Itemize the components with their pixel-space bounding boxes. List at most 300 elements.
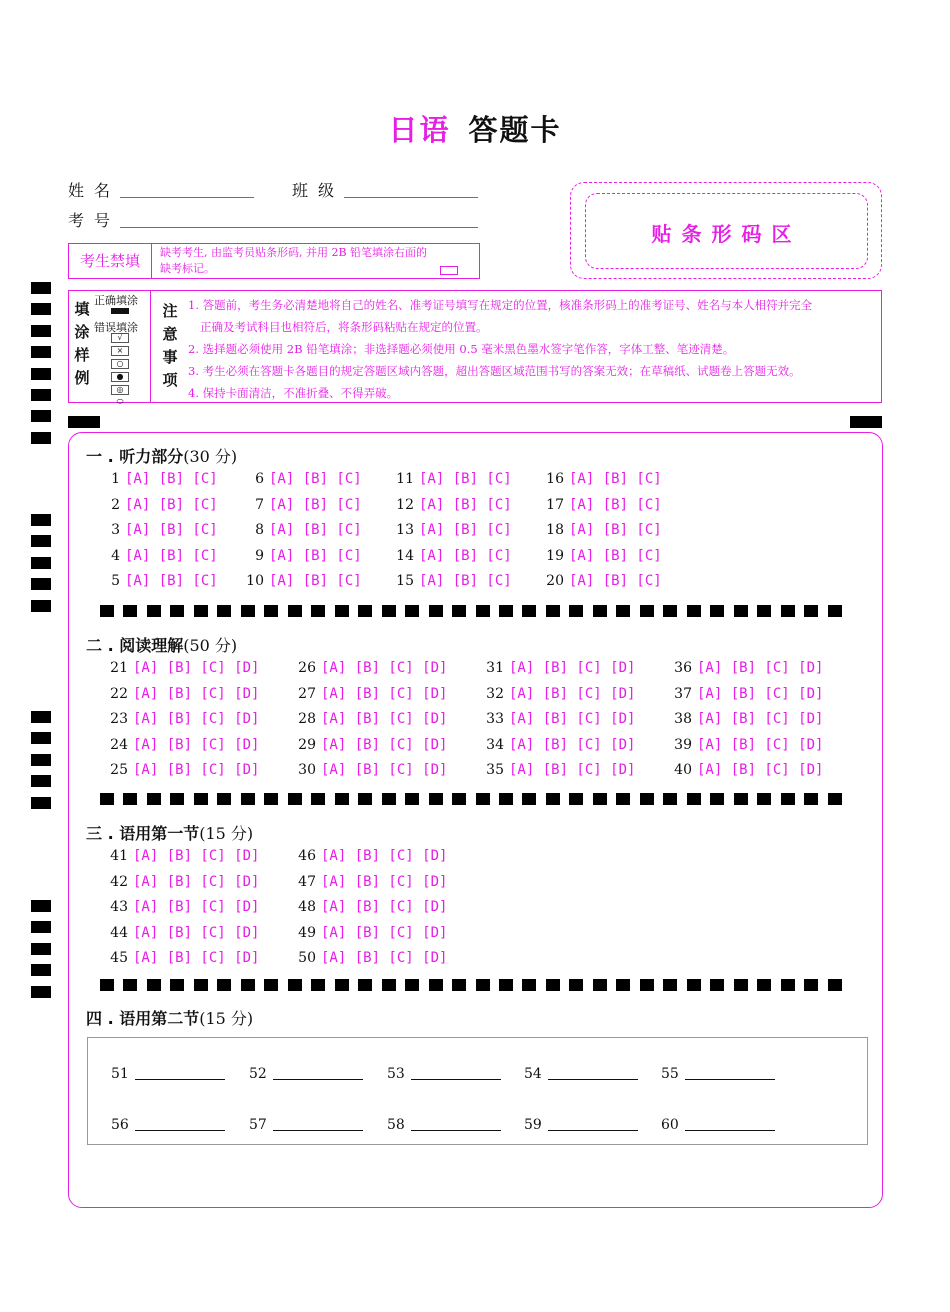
separator-mark: [734, 605, 748, 617]
separator-mark: [546, 793, 560, 805]
question-item[interactable]: [100, 737, 259, 753]
blank-answer-line[interactable]: [135, 1130, 225, 1131]
question-item[interactable]: [288, 711, 447, 727]
separator-mark: [147, 979, 161, 991]
name-label: 姓名: [68, 181, 121, 200]
blank-answer-line[interactable]: [548, 1079, 638, 1080]
question-number: 12: [396, 496, 414, 513]
question-number: 48: [298, 899, 316, 916]
separator-mark: [546, 605, 560, 617]
question-number: 14: [396, 547, 414, 564]
answer-card-title: 答题卡: [468, 113, 562, 147]
separator-mark: [194, 605, 208, 617]
separator-mark: [123, 793, 137, 805]
answer-options[interactable]: [A] [B] [C]: [419, 522, 512, 539]
timing-mark: [31, 754, 51, 766]
separator-mark: [405, 605, 419, 617]
question-number: 32: [486, 685, 504, 702]
fill-in-blank[interactable]: [111, 1117, 225, 1133]
answer-options[interactable]: [A] [B] [C]: [419, 496, 512, 513]
blank-answer-line[interactable]: [685, 1130, 775, 1131]
answer-options[interactable]: [A] [B] [C] [D]: [321, 950, 448, 967]
question-item[interactable]: [288, 686, 447, 702]
notice-char: 注: [162, 302, 178, 320]
answer-options[interactable]: [A] [B] [C]: [125, 522, 218, 539]
corner-mark-right: [850, 416, 882, 428]
answer-options[interactable]: [A] [B] [C] [D]: [321, 711, 448, 728]
question-number: 40: [674, 762, 692, 779]
answer-options[interactable]: [A] [B] [C] [D]: [133, 848, 260, 864]
separator-mark: [499, 979, 513, 991]
answer-options[interactable]: [A] [B] [C] [D]: [321, 660, 448, 676]
section-separator: [100, 979, 842, 991]
blank-answer-line[interactable]: [273, 1130, 363, 1131]
separator-mark: [781, 605, 795, 617]
question-number: 22: [110, 685, 128, 702]
question-number: 39: [674, 736, 692, 753]
separator-mark: [311, 979, 325, 991]
section-listening-title: [86, 444, 237, 467]
notice-item: 3. 考生必须在答题卡各题目的规定答题区域内答题，超出答题区域范围书写的答案无效；在草稿纸、试题卷上答题无效。: [188, 364, 801, 378]
answer-options[interactable]: [A] [B] [C] [D]: [133, 660, 260, 676]
question-number: 11: [396, 471, 414, 487]
question-number: 49: [298, 924, 316, 941]
answer-options[interactable]: [A] [B] [C] [D]: [509, 736, 636, 753]
answer-options[interactable]: [A] [B] [C]: [419, 547, 512, 564]
question-item[interactable]: [476, 711, 635, 727]
answer-options[interactable]: [A] [B] [C] [D]: [697, 711, 824, 728]
question-number: 38: [674, 711, 692, 728]
timing-mark: [31, 535, 51, 547]
question-number: 1: [111, 471, 120, 487]
separator-mark: [382, 793, 396, 805]
question-number: 9: [255, 547, 264, 564]
oval-mark-icon: ⬭: [116, 397, 124, 406]
notice-char: 意: [162, 325, 178, 343]
separator-mark: [616, 605, 630, 617]
fill-sample-char: 例: [74, 369, 90, 387]
section-points: (15 分): [199, 824, 254, 843]
question-number: 18: [546, 522, 564, 539]
separator-mark: [335, 605, 349, 617]
separator-mark: [264, 793, 278, 805]
section-title-text: 二 . 阅读理解: [86, 636, 184, 655]
blank-number: 53: [387, 1066, 405, 1082]
question-item[interactable]: [100, 573, 218, 589]
question-item[interactable]: [244, 497, 362, 513]
question-number: 10: [246, 573, 264, 590]
answer-options[interactable]: [A] [B] [C] [D]: [133, 736, 260, 753]
fill-in-blank[interactable]: [387, 1066, 501, 1082]
answer-options[interactable]: [A] [B] [C] [D]: [321, 899, 448, 916]
question-item[interactable]: [288, 874, 447, 890]
fill-in-blank[interactable]: [387, 1117, 501, 1133]
answer-options[interactable]: [A] [B] [C] [D]: [697, 762, 824, 779]
question-item[interactable]: [394, 471, 512, 487]
separator-mark: [734, 793, 748, 805]
ring-mark-icon: ◎: [111, 385, 129, 395]
question-item[interactable]: [544, 573, 662, 589]
answer-options[interactable]: [A] [B] [C] [D]: [321, 736, 448, 753]
separator-mark: [264, 979, 278, 991]
separator-mark: [757, 605, 771, 617]
question-number: 47: [298, 873, 316, 890]
separator-mark: [241, 793, 255, 805]
question-item[interactable]: [664, 737, 823, 753]
question-number: 36: [674, 660, 692, 676]
timing-mark: [31, 921, 51, 933]
answer-options[interactable]: [A] [B] [C]: [269, 471, 362, 487]
separator-mark: [476, 793, 490, 805]
question-number: 41: [110, 848, 128, 864]
timing-mark: [31, 900, 51, 912]
question-item[interactable]: [244, 548, 362, 564]
timing-mark: [31, 346, 51, 358]
question-number: 31: [486, 660, 504, 676]
name-field[interactable]: [120, 196, 254, 198]
separator-mark: [687, 979, 701, 991]
separator-mark: [405, 793, 419, 805]
question-item[interactable]: [288, 899, 447, 915]
question-item[interactable]: [100, 497, 218, 513]
separator-mark: [593, 979, 607, 991]
question-item[interactable]: [664, 686, 823, 702]
separator-mark: [288, 979, 302, 991]
separator-mark: [217, 793, 231, 805]
fill-in-blank[interactable]: [524, 1117, 638, 1133]
question-item[interactable]: [664, 660, 823, 676]
separator-mark: [429, 605, 443, 617]
question-number: 16: [546, 471, 564, 487]
fill-in-blank[interactable]: [249, 1066, 363, 1082]
question-item[interactable]: [288, 762, 447, 778]
fill-in-blank[interactable]: [249, 1117, 363, 1133]
timing-mark: [31, 578, 51, 590]
answer-options[interactable]: [A] [B] [C] [D]: [697, 685, 824, 702]
wrong-fill-examples: [111, 333, 129, 406]
separator-mark: [452, 793, 466, 805]
question-item[interactable]: [476, 660, 635, 676]
question-item[interactable]: [394, 573, 512, 589]
answer-options[interactable]: [A] [B] [C] [D]: [697, 660, 824, 676]
separator-mark: [828, 793, 842, 805]
blank-answer-line[interactable]: [685, 1079, 775, 1080]
separator-mark: [569, 605, 583, 617]
question-item[interactable]: [244, 471, 362, 487]
question-item[interactable]: [476, 737, 635, 753]
fill-in-blank[interactable]: [661, 1066, 775, 1082]
answer-options[interactable]: [A] [B] [C]: [569, 547, 662, 564]
question-item[interactable]: [244, 522, 362, 538]
separator-mark: [147, 793, 161, 805]
separator-mark: [170, 793, 184, 805]
timing-mark: [31, 986, 51, 998]
answer-options[interactable]: [A] [B] [C] [D]: [509, 711, 636, 728]
question-number: 13: [396, 522, 414, 539]
separator-mark: [828, 979, 842, 991]
notice-item: 2. 选择题必须使用 2B 铅笔填涂；非选择题必须使用 0.5 毫米黑色墨水签字笔作答，字体工整、笔迹清楚。: [188, 342, 735, 356]
question-item[interactable]: [100, 548, 218, 564]
blank-answer-line[interactable]: [548, 1130, 638, 1131]
answer-options[interactable]: [A] [B] [C] [D]: [133, 873, 260, 890]
question-number: 19: [546, 547, 564, 564]
separator-mark: [757, 793, 771, 805]
timing-mark: [31, 964, 51, 976]
blank-answer-line[interactable]: [135, 1079, 225, 1080]
blank-number: 57: [249, 1117, 267, 1133]
answer-options[interactable]: [A] [B] [C]: [269, 573, 362, 590]
subject-title: 日语: [388, 113, 451, 147]
question-item[interactable]: [288, 660, 447, 676]
section-separator: [100, 605, 842, 617]
question-number: 43: [110, 899, 128, 916]
blank-number: 59: [524, 1117, 542, 1133]
separator-mark: [616, 979, 630, 991]
answer-options[interactable]: [A] [B] [C] [D]: [697, 736, 824, 753]
question-item[interactable]: [100, 522, 218, 538]
separator-mark: [687, 793, 701, 805]
separator-mark: [100, 793, 114, 805]
question-item[interactable]: [544, 471, 662, 487]
separator-mark: [123, 605, 137, 617]
question-number: 29: [298, 736, 316, 753]
separator-mark: [429, 979, 443, 991]
answer-options[interactable]: [A] [B] [C] [D]: [321, 924, 448, 941]
answer-options[interactable]: [A] [B] [C]: [419, 573, 512, 590]
separator-mark: [452, 605, 466, 617]
separator-mark: [288, 793, 302, 805]
separator-mark: [358, 793, 372, 805]
question-number: 20: [546, 573, 564, 590]
question-number: 34: [486, 736, 504, 753]
correct-fill-label: 正确填涂: [94, 294, 138, 307]
section-points: (50 分): [183, 636, 238, 655]
question-number: 5: [111, 573, 120, 590]
answer-options[interactable]: [A] [B] [C]: [569, 573, 662, 590]
answer-options[interactable]: [A] [B] [C]: [569, 471, 662, 487]
question-item[interactable]: [100, 848, 259, 864]
answer-options[interactable]: [A] [B] [C]: [125, 573, 218, 590]
timing-mark: [31, 775, 51, 787]
question-item[interactable]: [664, 762, 823, 778]
separator-mark: [311, 605, 325, 617]
separator-mark: [335, 793, 349, 805]
absent-line-2: 缺考标记。: [160, 262, 215, 275]
question-item[interactable]: [100, 762, 259, 778]
separator-mark: [170, 605, 184, 617]
question-item[interactable]: [100, 711, 259, 727]
separator-mark: [194, 979, 208, 991]
fill-in-blank[interactable]: [661, 1117, 775, 1133]
corner-mark-left: [68, 416, 100, 428]
question-number: 4: [111, 547, 120, 564]
question-item[interactable]: [100, 471, 218, 487]
fill-in-blank[interactable]: [524, 1066, 638, 1082]
answer-options[interactable]: [A] [B] [C] [D]: [133, 711, 260, 728]
circle-mark-icon: ○: [111, 359, 129, 369]
section-separator: [100, 793, 842, 805]
answer-options[interactable]: [A] [B] [C] [D]: [321, 848, 448, 864]
blank-number: 55: [661, 1066, 679, 1082]
separator-mark: [170, 979, 184, 991]
answer-options[interactable]: [A] [B] [C]: [125, 547, 218, 564]
answer-options[interactable]: [A] [B] [C]: [569, 496, 662, 513]
question-number: 21: [110, 660, 128, 676]
exam-no-field[interactable]: [120, 226, 478, 228]
separator-mark: [804, 979, 818, 991]
class-field[interactable]: [344, 196, 478, 198]
timing-mark: [31, 732, 51, 744]
timing-mark: [31, 303, 51, 315]
answer-options[interactable]: [A] [B] [C] [D]: [133, 899, 260, 916]
timing-mark: [31, 282, 51, 294]
question-item[interactable]: [394, 548, 512, 564]
section-title-text: 一 . 听力部分: [86, 447, 184, 466]
answer-options[interactable]: [A] [B] [C]: [125, 471, 218, 487]
separator-mark: [663, 605, 677, 617]
timing-mark: [31, 389, 51, 401]
separator-mark: [804, 605, 818, 617]
separator-mark: [522, 979, 536, 991]
answer-options[interactable]: [A] [B] [C] [D]: [509, 685, 636, 702]
separator-mark: [499, 605, 513, 617]
separator-mark: [452, 979, 466, 991]
separator-mark: [804, 793, 818, 805]
answer-options[interactable]: [A] [B] [C] [D]: [133, 950, 260, 967]
question-number: 2: [111, 496, 120, 513]
answer-options[interactable]: [A] [B] [C] [D]: [509, 762, 636, 779]
answer-options[interactable]: [A] [B] [C]: [125, 496, 218, 513]
question-item[interactable]: [100, 686, 259, 702]
answer-options[interactable]: [A] [B] [C] [D]: [321, 685, 448, 702]
question-item[interactable]: [288, 950, 447, 966]
answer-options[interactable]: [A] [B] [C] [D]: [509, 660, 636, 676]
timing-mark: [31, 711, 51, 723]
timing-mark: [31, 943, 51, 955]
fill-sample-char: 涂: [74, 323, 90, 341]
question-item[interactable]: [100, 660, 259, 676]
question-item[interactable]: [394, 522, 512, 538]
separator-mark: [382, 605, 396, 617]
blank-answer-line[interactable]: [411, 1079, 501, 1080]
question-number: 25: [110, 762, 128, 779]
question-number: 35: [486, 762, 504, 779]
separator-mark: [687, 605, 701, 617]
question-item[interactable]: [288, 848, 447, 864]
question-item[interactable]: [288, 925, 447, 941]
blank-number: 60: [661, 1117, 679, 1133]
question-item[interactable]: [544, 522, 662, 538]
separator-mark: [264, 605, 278, 617]
check-mark-icon: √: [111, 333, 129, 343]
question-item[interactable]: [394, 497, 512, 513]
separator-mark: [476, 979, 490, 991]
separator-mark: [546, 979, 560, 991]
answer-options[interactable]: [A] [B] [C] [D]: [133, 924, 260, 941]
question-item[interactable]: [288, 737, 447, 753]
blank-answer-line[interactable]: [411, 1130, 501, 1131]
notice-char: 事: [162, 348, 178, 366]
question-number: 46: [298, 848, 316, 864]
question-item[interactable]: [544, 548, 662, 564]
class-label: 班级: [292, 181, 345, 200]
separator-mark: [640, 605, 654, 617]
question-number: 26: [298, 660, 316, 676]
notice-label: [160, 300, 180, 392]
answer-options[interactable]: [A] [B] [C] [D]: [133, 685, 260, 702]
notice-list: [188, 294, 878, 404]
timing-mark: [31, 432, 51, 444]
separator-mark: [288, 605, 302, 617]
separator-mark: [429, 793, 443, 805]
separator-mark: [147, 605, 161, 617]
separator-mark: [194, 793, 208, 805]
separator-mark: [499, 793, 513, 805]
blank-answer-line[interactable]: [273, 1079, 363, 1080]
question-item[interactable]: [244, 573, 362, 589]
question-item[interactable]: [100, 874, 259, 890]
answer-options[interactable]: [A] [B] [C]: [269, 547, 362, 564]
separator-mark: [382, 979, 396, 991]
separator-mark: [710, 793, 724, 805]
fill-sample-char: 填: [74, 300, 90, 318]
separator-mark: [593, 793, 607, 805]
blank-number: 58: [387, 1117, 405, 1133]
question-number: 6: [255, 471, 264, 487]
blank-number: 54: [524, 1066, 542, 1082]
separator-mark: [476, 605, 490, 617]
fill-in-blank[interactable]: [111, 1066, 225, 1082]
timing-mark: [31, 600, 51, 612]
answer-options[interactable]: [A] [B] [C]: [269, 496, 362, 513]
cross-mark-icon: ×: [111, 346, 129, 356]
wrong-fill-label: 错误填涂: [94, 321, 138, 334]
question-item[interactable]: [476, 762, 635, 778]
section-usage1-title: [86, 821, 253, 844]
separator-mark: [405, 979, 419, 991]
answer-options[interactable]: [A] [B] [C]: [569, 522, 662, 539]
answer-options[interactable]: [A] [B] [C] [D]: [321, 762, 448, 779]
answer-options[interactable]: [A] [B] [C]: [419, 471, 512, 487]
question-item[interactable]: [100, 925, 259, 941]
separator-mark: [828, 605, 842, 617]
section-usage2-title: [86, 1006, 253, 1029]
question-item[interactable]: [664, 711, 823, 727]
separator-mark: [522, 793, 536, 805]
question-item[interactable]: [100, 950, 259, 966]
separator-mark: [781, 793, 795, 805]
exam-no-label: 考号: [68, 211, 121, 230]
timing-mark: [31, 514, 51, 526]
answer-options[interactable]: [A] [B] [C] [D]: [133, 762, 260, 779]
question-number: 37: [674, 685, 692, 702]
answer-options[interactable]: [A] [B] [C] [D]: [321, 873, 448, 890]
separator-mark: [569, 979, 583, 991]
question-number: 24: [110, 736, 128, 753]
blank-number: 56: [111, 1117, 129, 1133]
question-number: 33: [486, 711, 504, 728]
question-item[interactable]: [544, 497, 662, 513]
absent-mark-box[interactable]: [440, 266, 458, 275]
answer-options[interactable]: [A] [B] [C]: [269, 522, 362, 539]
question-item[interactable]: [100, 899, 259, 915]
absent-heading: 考生禁填: [69, 244, 152, 278]
barcode-label: 贴条形码区: [651, 222, 802, 246]
separator-mark: [734, 979, 748, 991]
question-number: 15: [396, 573, 414, 590]
question-item[interactable]: [476, 686, 635, 702]
fill-sample-label: [72, 298, 92, 390]
